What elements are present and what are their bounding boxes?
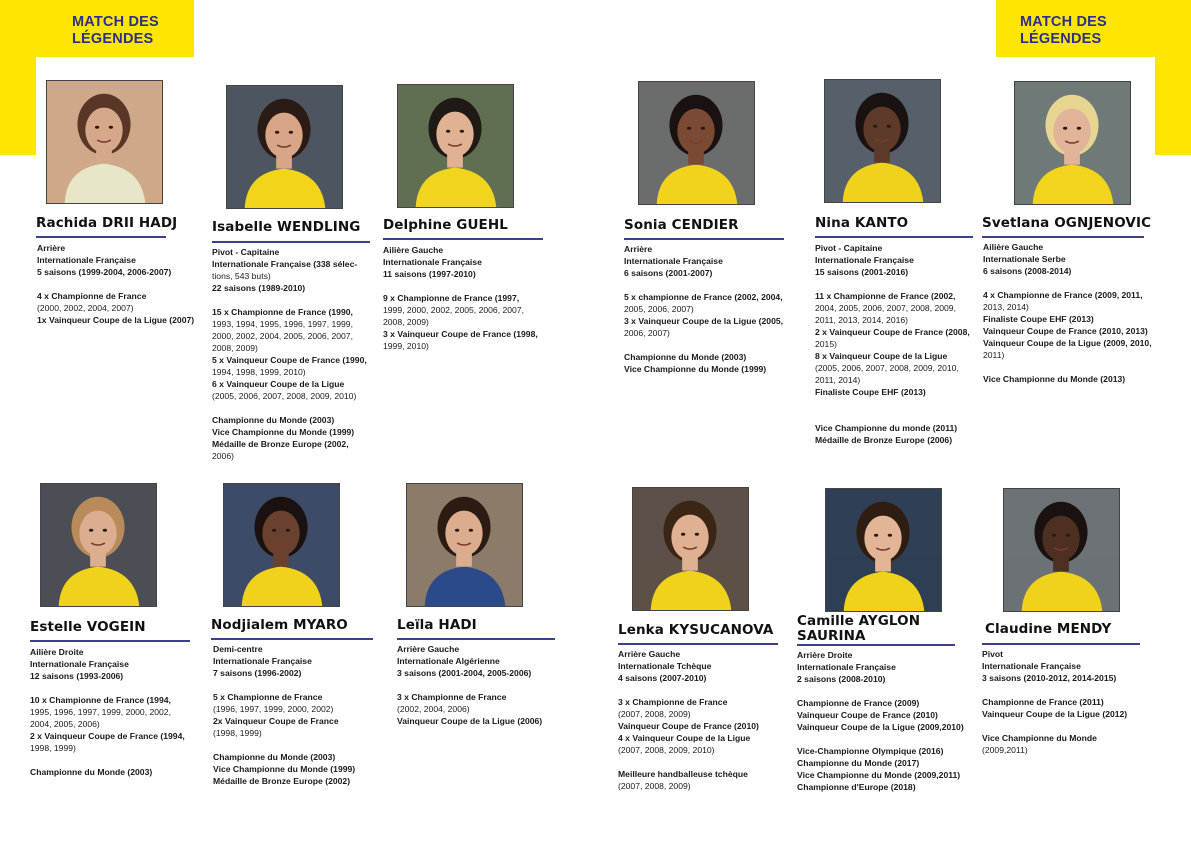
player-photo-delphine-guehl — [397, 84, 514, 208]
player-name-delphine-guehl: Delphine GUEHL — [383, 217, 508, 233]
info-line: 1x Vainqueur Coupe de la Ligue (2007) — [37, 315, 195, 325]
info-line: Vice Championne du Monde — [982, 733, 1097, 743]
info-line: Vainqueur Coupe de la Ligue (2006) — [397, 716, 543, 726]
info-spacer — [983, 361, 1152, 373]
info-line: 4 x Vainqueur Coupe de la Ligue — [618, 733, 751, 743]
info-line: 2004, 2005, 2006, 2007, 2008, 2009, — [815, 303, 956, 313]
info-line: 5 saisons (1999-2004, 2006-2007) — [37, 267, 172, 277]
info-spacer — [797, 733, 964, 745]
info-line: Championne du Monde (2003) — [624, 352, 747, 362]
info-line: 4 x Championne de France — [37, 291, 147, 301]
info-line: Vainqueur Coupe de la Ligue (2009, 2010, — [983, 338, 1152, 348]
player-info-sonia-cendier — [624, 243, 783, 375]
player-name-sonia-cendier: Sonia CENDIER — [624, 217, 739, 233]
info-line: 6 x Vainqueur Coupe de la Ligue — [212, 379, 345, 389]
info-line: Internationale Française — [982, 661, 1081, 671]
info-line: Internationale Serbe — [983, 254, 1066, 264]
name-underline — [797, 644, 955, 646]
player-name-nina-kanto: Nina KANTO — [815, 215, 909, 231]
yellow-strip-right — [1155, 57, 1191, 155]
info-line: Internationale Française — [30, 659, 129, 669]
info-spacer — [30, 682, 185, 694]
player-info-isabelle-wendling — [212, 246, 367, 462]
info-line: 2011, 2014) — [815, 375, 861, 385]
info-line: 1999, 2000, 2002, 2005, 2006, 2007, — [383, 305, 524, 315]
info-line: Vainqueur Coupe de France (2010) — [618, 721, 759, 731]
info-line: 2011, 2013, 2014, 2016) — [815, 315, 909, 325]
info-line: 1993, 1994, 1995, 1996, 1997, 1999, — [212, 319, 353, 329]
info-line: Championne d'Europe (2018) — [797, 782, 916, 792]
info-line: Vainqueur Coupe de la Ligue (2012) — [982, 709, 1128, 719]
info-spacer — [213, 679, 355, 691]
name-underline — [397, 638, 555, 640]
info-spacer — [618, 756, 759, 768]
header-title-right-line1: MATCH DES — [1020, 14, 1107, 30]
info-line: 2013, 2014) — [983, 302, 1029, 312]
player-photo-lenka-kysucanova — [632, 487, 749, 611]
player-name-lenka-kysucanova: Lenka KYSUCANOVA — [618, 622, 774, 638]
name-underline — [618, 643, 778, 645]
info-line: 11 saisons (1997-2010) — [383, 269, 476, 279]
player-info-leila-hadi — [397, 643, 542, 727]
info-spacer — [982, 720, 1127, 732]
info-line: 2011) — [983, 350, 1005, 360]
info-line: 5 x Championne de France — [213, 692, 323, 702]
info-line: 7 saisons (1996-2002) — [213, 668, 302, 678]
name-underline — [211, 638, 373, 640]
info-line: 5 x championne de France (2002, 2004, — [624, 292, 783, 302]
header-title-left-line1: MATCH DES — [72, 14, 159, 30]
info-line: 2 saisons (2008-2010) — [797, 674, 886, 684]
info-line: Vice Championne du Monde (1999) — [212, 427, 355, 437]
name-underline — [982, 643, 1140, 645]
info-line: 2006) — [212, 451, 234, 461]
info-line: 2008, 2009) — [212, 343, 258, 353]
player-name-claudine-mendy: Claudine MENDY — [985, 621, 1112, 637]
name-underline — [383, 238, 543, 240]
info-line: 6 saisons (2001-2007) — [624, 268, 713, 278]
info-line: Pivot - Capitaine — [815, 243, 883, 253]
info-line: Vainqueur Coupe de France (2010) — [797, 710, 938, 720]
player-photo-leila-hadi — [406, 483, 523, 607]
info-spacer — [624, 339, 783, 351]
player-photo-isabelle-wendling — [226, 85, 343, 209]
name-underline — [815, 236, 973, 238]
info-line: 2 x Vainqueur Coupe de France (1994, — [30, 731, 185, 741]
info-line: 1995, 1996, 1997, 1999, 2000, 2002, — [30, 707, 171, 717]
info-line: 3 saisons (2001-2004, 2005-2006) — [397, 668, 532, 678]
info-line: Arrière Droite — [797, 650, 853, 660]
info-line: Championne du Monde (2017) — [797, 758, 920, 768]
player-info-lenka-kysucanova — [618, 648, 759, 792]
info-line: Pivot - Capitaine — [212, 247, 280, 257]
info-line: Médaille de Bronze Europe (2006) — [815, 435, 953, 445]
player-info-camille-ayglon-saurina — [797, 649, 964, 793]
info-line: Internationale Française — [815, 255, 914, 265]
info-spacer — [397, 679, 542, 691]
info-line: (2009,2011) — [982, 745, 1028, 755]
info-line: (2005, 2006, 2007, 2008, 2009, 2010) — [212, 391, 357, 401]
info-line: Vainqueur Coupe de France (2010, 2013) — [983, 326, 1148, 336]
header-title-right — [1020, 14, 1130, 48]
info-spacer — [618, 684, 759, 696]
info-line: (2000, 2002, 2004, 2007) — [37, 303, 134, 313]
header-title-right-line2: LÉGENDES — [1020, 31, 1102, 47]
info-line: Meilleure handballeuse tchèque — [618, 769, 748, 779]
info-line: 6 saisons (2008-2014) — [983, 266, 1072, 276]
info-line: 11 x Championne de France (2002, — [815, 291, 956, 301]
info-line: Internationale Française — [797, 662, 896, 672]
info-line: Arrière Gauche — [397, 644, 460, 654]
info-line: 8 x Vainqueur Coupe de la Ligue — [815, 351, 948, 361]
name-underline — [982, 236, 1144, 238]
info-spacer — [983, 277, 1152, 289]
name-underline — [212, 241, 370, 243]
info-line: 2x Vainqueur Coupe de France — [213, 716, 339, 726]
player-photo-nina-kanto — [824, 79, 941, 203]
info-line: 3 x Vainqueur Coupe de la Ligue (2005, — [624, 316, 784, 326]
info-line: Finaliste Coupe EHF (2013) — [815, 387, 926, 397]
player-name-camille-ayglon-saurina: Camille AYGLON SAURINA — [797, 613, 921, 644]
player-photo-claudine-mendy — [1003, 488, 1120, 612]
info-line: Médaille de Bronze Europe (2002) — [213, 776, 351, 786]
info-line: 2008, 2009) — [383, 317, 429, 327]
player-name-rachida-drii-hadj: Rachida DRII HADJ — [36, 215, 178, 231]
info-spacer — [383, 280, 538, 292]
info-line: Internationale Française — [213, 656, 312, 666]
player-name-isabelle-wendling: Isabelle WENDLING — [212, 219, 361, 235]
info-line: 22 saisons (1989-2010) — [212, 283, 306, 293]
info-line: (2007, 2008, 2009) — [618, 781, 691, 791]
info-spacer — [815, 410, 970, 422]
player-photo-sonia-cendier — [638, 81, 755, 205]
info-line: 5 x Vainqueur Coupe de France (1990, — [212, 355, 367, 365]
info-line: Arrière — [624, 244, 653, 254]
info-line: 1999, 2010) — [383, 341, 429, 351]
player-photo-rachida-drii-hadj — [46, 80, 163, 204]
info-line: 4 saisons (2007-2010) — [618, 673, 707, 683]
player-name-svetlana-ognjenovic: Svetlana OGNJENOVIC — [982, 215, 1152, 231]
info-spacer — [212, 402, 367, 414]
info-spacer — [30, 754, 185, 766]
info-line: Demi-centre — [213, 644, 263, 654]
info-line: (2002, 2004, 2006) — [397, 704, 470, 714]
name-underline — [36, 236, 166, 238]
info-line: Ailière Droite — [30, 647, 84, 657]
info-spacer — [982, 684, 1127, 696]
info-line: 2015) — [815, 339, 837, 349]
info-line: tions, 543 buts) — [212, 271, 271, 281]
info-line: Vainqueur Coupe de la Ligue (2009,2010) — [797, 722, 964, 732]
player-photo-estelle-vogein — [40, 483, 157, 607]
player-photo-svetlana-ognjenovic — [1014, 81, 1131, 205]
info-line: 3 saisons (2010-2012, 2014-2015) — [982, 673, 1117, 683]
player-info-delphine-guehl — [383, 244, 538, 352]
header-title-left-line2: LÉGENDES — [72, 31, 154, 47]
info-line: 2000, 2002, 2004, 2005, 2006, 2007, — [212, 331, 353, 341]
info-line: Championne de France (2011) — [982, 697, 1104, 707]
info-line: Championne du Monde (2003) — [212, 415, 335, 425]
info-line: 3 x Championne de France — [397, 692, 507, 702]
info-line: Ailière Gauche — [383, 245, 444, 255]
info-line: (2005, 2006, 2007, 2008, 2009, 2010, — [815, 363, 959, 373]
info-line: 2 x Vainqueur Coupe de France (2008, — [815, 327, 970, 337]
info-line: 9 x Championne de France (1997, — [383, 293, 520, 303]
info-line: 1994, 1998, 1999, 2010) — [212, 367, 306, 377]
info-spacer — [797, 685, 964, 697]
info-line: 2004, 2005, 2006) — [30, 719, 100, 729]
player-name-nodjialem-myaro: Nodjialem MYARO — [211, 617, 348, 633]
info-line: (1996, 1997, 1999, 2000, 2002) — [213, 704, 334, 714]
info-line: 3 x Vainqueur Coupe de France (1998, — [383, 329, 538, 339]
info-line: Internationale Tchèque — [618, 661, 712, 671]
player-info-svetlana-ognjenovic — [983, 241, 1152, 385]
info-line: Vice Championne du Monde (2009,2011) — [797, 770, 961, 780]
info-line: Internationale Algérienne — [397, 656, 500, 666]
info-spacer — [815, 278, 970, 290]
info-line: 2005, 2006, 2007) — [624, 304, 694, 314]
info-line: (2007, 2008, 2009) — [618, 709, 691, 719]
player-info-rachida-drii-hadj — [37, 242, 194, 326]
info-line: 12 saisons (1993-2006) — [30, 671, 124, 681]
info-line: 15 saisons (2001-2016) — [815, 267, 909, 277]
info-line: Finaliste Coupe EHF (2013) — [983, 314, 1094, 324]
info-line: 10 x Championne de France (1994, — [30, 695, 171, 705]
info-line: Vice Championne du Monde (1999) — [624, 364, 767, 374]
info-line: 1998, 1999) — [30, 743, 76, 753]
info-line: Vice Championne du Monde (1999) — [213, 764, 356, 774]
player-name-estelle-vogein: Estelle VOGEIN — [30, 619, 146, 635]
yellow-strip-left — [0, 57, 36, 155]
info-line: 3 x Championne de France — [618, 697, 728, 707]
info-line: Pivot — [982, 649, 1004, 659]
info-spacer — [213, 739, 355, 751]
player-info-estelle-vogein — [30, 646, 185, 778]
info-line: Arrière Gauche — [618, 649, 681, 659]
info-line: 15 x Championne de France (1990, — [212, 307, 353, 317]
player-photo-nodjialem-myaro — [223, 483, 340, 607]
info-line: Championne du Monde (2003) — [30, 767, 153, 777]
header-title-left — [72, 14, 182, 48]
info-spacer — [212, 294, 367, 306]
info-line: Internationale Française — [624, 256, 723, 266]
info-line: Vice-Championne Olympique (2016) — [797, 746, 944, 756]
name-underline — [624, 238, 784, 240]
info-line: 2006, 2007) — [624, 328, 670, 338]
info-line: Internationale Française — [37, 255, 136, 265]
info-line: (1998, 1999) — [213, 728, 262, 738]
player-photo-camille-ayglon-saurina — [825, 488, 942, 612]
info-line: Ailière Gauche — [983, 242, 1044, 252]
info-spacer — [624, 279, 783, 291]
player-name-leila-hadi: Leïla HADI — [397, 617, 477, 633]
info-spacer — [815, 398, 970, 410]
info-line: Médaille de Bronze Europe (2002, — [212, 439, 349, 449]
name-underline — [30, 640, 190, 642]
player-info-claudine-mendy — [982, 648, 1127, 756]
info-line: Championne du Monde (2003) — [213, 752, 336, 762]
info-line: Internationale Française (338 sélec- — [212, 259, 358, 269]
info-line: Vice Championne du Monde (2013) — [983, 374, 1126, 384]
info-line: 4 x Championne de France (2009, 2011, — [983, 290, 1143, 300]
info-line: (2007, 2008, 2009, 2010) — [618, 745, 715, 755]
info-line: Championne de France (2009) — [797, 698, 920, 708]
info-line: Vice Championne du monde (2011) — [815, 423, 958, 433]
info-line: Arrière — [37, 243, 66, 253]
info-spacer — [37, 278, 194, 290]
player-info-nina-kanto — [815, 242, 970, 446]
player-info-nodjialem-myaro — [213, 643, 355, 787]
info-line: Internationale Française — [383, 257, 482, 267]
